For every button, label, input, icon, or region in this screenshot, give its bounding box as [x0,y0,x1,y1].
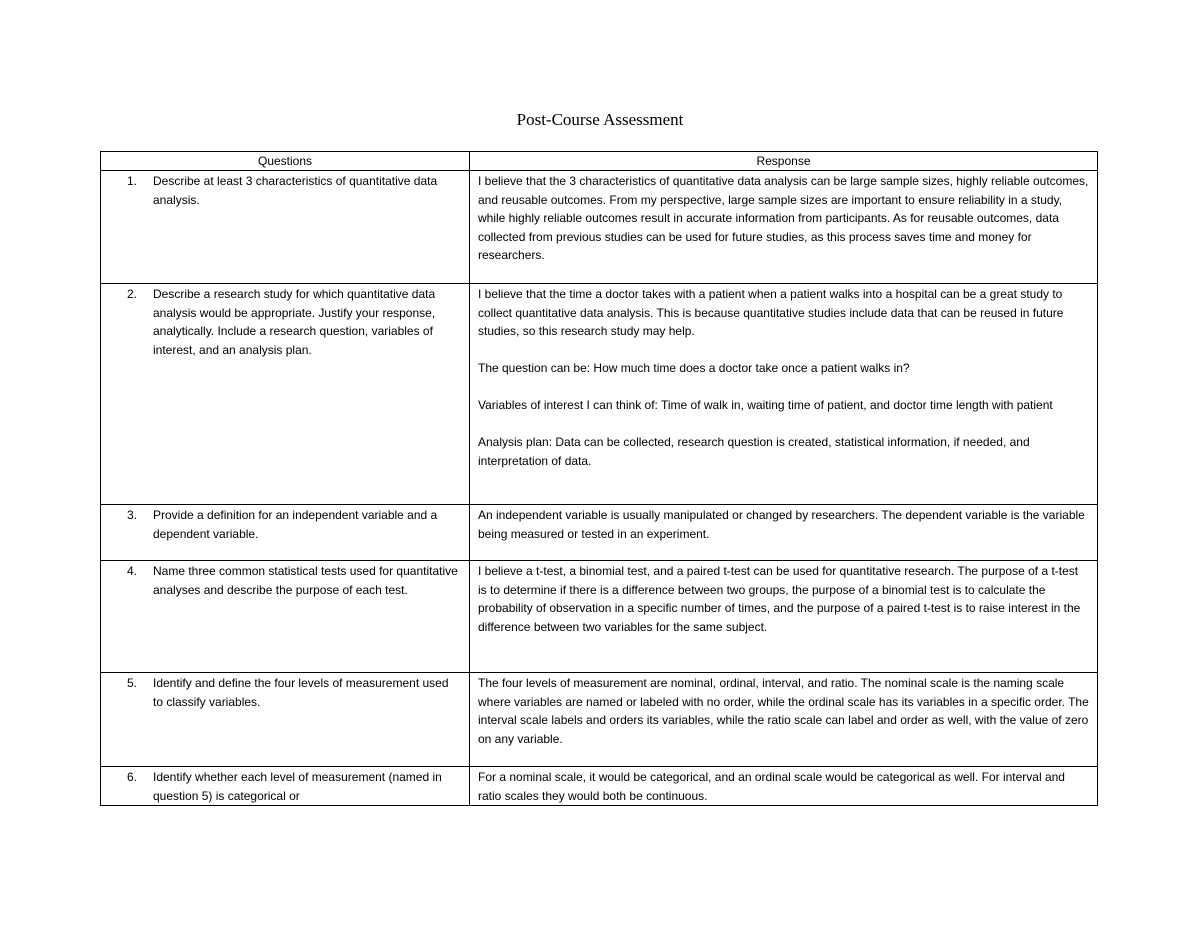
questions-header: Questions [101,152,470,171]
response-cell [470,767,1098,806]
table-row [101,561,1098,673]
table-header-row [101,152,1098,171]
question-cell [101,505,470,561]
table-row [101,171,1098,284]
response-paragraph: The four levels of measurement are nominal, ordinal, interval, and ratio. The nominal scale is the naming scale where variables are named or labeled with no order, while the ordinal scale has its variables in a specific order. The interval scale labels and orders its variables, while the ratio scale can label and order as well, with the value of zero on any variable. [478,676,1089,746]
question-cell [101,561,470,673]
response-cell [470,171,1098,284]
table-row [101,673,1098,767]
response-cell [470,505,1098,561]
question-cell [101,673,470,767]
question-text: Describe at least 3 characteristics of quantitative data analysis. [153,174,438,207]
table-row [101,284,1098,505]
response-cell [470,673,1098,767]
question-cell [101,767,470,806]
response-paragraph: I believe that the 3 characteristics of quantitative data analysis can be large sample sizes, highly reliable outcomes, and reusable outcomes. From my perspective, large sample sizes are important to ensure reliability in a study, while highly reliable outcomes result in accurate information from participants. As for reusable outcomes, data collected from previous studies can be used for future studies, as this process saves time and money for researchers. [478,174,1089,262]
question-number: 4. [126,564,137,578]
question-text: Name three common statistical tests used for quantitative analyses and describe the purpose of each test. [153,564,458,597]
response-paragraph: Analysis plan: Data can be collected, research question is created, statistical information, if needed, and interpretation of data. [478,435,1030,468]
response-paragraph: I believe that the time a doctor takes with a patient when a patient walks into a hospital can be a great study to collect quantitative data analysis. This is because quantitative studies include data that can be reused in future studies, so this research study may help. [478,287,1064,338]
response-cell [470,284,1098,505]
assessment-table [100,151,1098,806]
table-row [101,505,1098,561]
question-number: 5. [126,676,137,690]
question-number: 6. [126,770,137,784]
question-cell [101,171,470,284]
table-row [101,767,1098,806]
response-header: Response [470,152,1098,171]
question-text: Describe a research study for which quantitative data analysis would be appropriate. Justify your response, analytically. Include a research question, variables of interest, and an analysis plan. [153,287,436,357]
response-paragraph: I believe a t-test, a binomial test, and a paired t-test can be used for quantitative research. The purpose of a t-test is to determine if there is a difference between two groups, the purpose of a binomial test is to calculate the probability of observation in a specific number of times, and the purpose of a paired t-test is to raise interest in the difference between two variables for the same subject. [478,564,1081,634]
question-number: 3. [126,508,137,522]
question-number: 1. [126,174,137,188]
question-text: Provide a definition for an independent variable and a dependent variable. [153,508,438,541]
response-paragraph: For a nominal scale, it would be categorical, and an ordinal scale would be categorical as well. For interval and ratio scales they would both be continuous. [478,770,1065,803]
question-cell [101,284,470,505]
response-paragraph: The question can be: How much time does a doctor take once a patient walks in? [478,361,910,375]
question-text: Identify and define the four levels of measurement used to classify variables. [153,676,449,709]
question-number: 2. [126,287,137,301]
response-paragraph: An independent variable is usually manipulated or changed by researchers. The dependent variable is the variable being measured or tested in an experiment. [478,508,1085,541]
document-title: Post-Course Assessment [516,110,684,129]
response-cell [470,561,1098,673]
question-text: Identify whether each level of measurement (named in question 5) is categorical or [153,770,442,803]
response-paragraph: Variables of interest I can think of: Time of walk in, waiting time of patient, and doctor time length with patient [478,398,1053,412]
